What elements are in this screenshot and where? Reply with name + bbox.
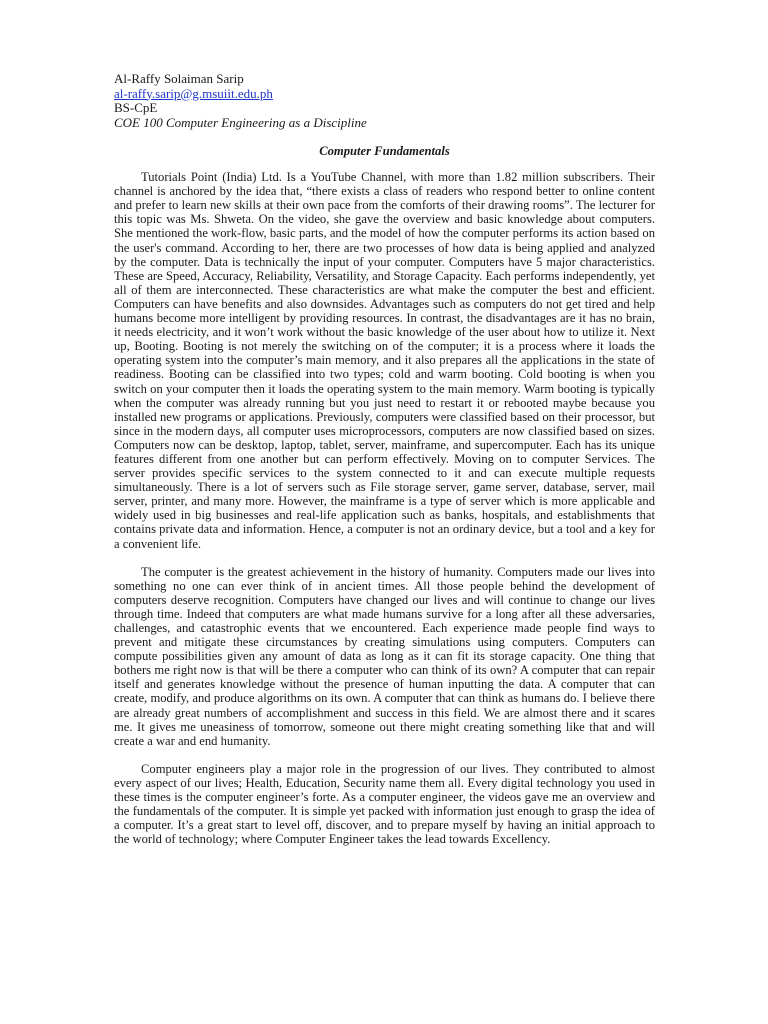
author-name: Al-Raffy Solaiman Sarip — [114, 71, 244, 86]
author-email-link[interactable]: al-raffy.sarip@g.msuiit.edu.ph — [114, 85, 273, 101]
program-label: BS-CpE — [114, 100, 158, 115]
document-title: Computer Fundamentals — [319, 144, 450, 158]
paragraph-2: The computer is the greatest achievement in the history of humanity. Computers made our lives into something no one can ever think of in ancient times. All those people behind the development of computers deserve recognition. Computers have changed our lives and will continue to change our lives through time. Indeed that computers are what made humans survive for a long after all these adversaries, challenges, and catastrophic events that we encountered. Each experience made people find ways to prevent and mitigate these circumstances by creating simulations using computers. Computers can compute possibilities given any amount of data as long as it can fit its storage capacity. One thing that bothers me right now is that will be there a computer who can think of its own? A computer that can repair itself and generates knowledge without the presence of human inputting the data. A computer that can create, modify, and produce algorithms on its own. A computer that can think as humans do. I believe there are already great numbers of accomplishment and success in this field. We are almost there and it scares me. It gives me uneasiness of tomorrow, someone out there might creating something like that and will create a war and end humanity. — [114, 564, 655, 748]
course-title: COE 100 Computer Engineering as a Discipline — [114, 114, 367, 130]
paragraph-1: Tutorials Point (India) Ltd. Is a YouTube Channel, with more than 1.82 million subscribers. Their channel is anchored by the idea that, “there exists a class of readers who respond better to online content and prefer to learn new skills at their own pace from the comforts of their drawing rooms”. The lecturer for this topic was Ms. Shweta. On the video, she gave the overview and basic knowledge about computers. She mentioned the work-flow, basic parts, and the model of how the computer performs its action based on the user's command. According to her, there are two processes of how data is being applied and analyzed by the computer. Data is technically the input of your computer. Computers have 5 major characteristics. These are Speed, Accuracy, Reliability, Versatility, and Storage Capacity. Each performs independently, yet all of them are interconnected. These characteristics are what make the computer the best and efficient. Computers can have benefits and also downsides. Advantages such as computers do not get tired and help humans become more intelligent by providing resources. In contrast, the disadvantages are it has no brain, it needs electricity, and it won’t work without the basic knowledge of the user about how to utilize it. Next up, Booting. Booting is not merely the switching on of the computer; it is a process where it loads the operating system into the computer’s main memory, and it also prepares all the applications in the state of readiness. Booting can be classified into two types; cold and warm booting. Cold booting is when you switch on your computer then it loads the operating system to the main memory. Warm booting is typically when the computer was already running but you just need to restart it or rebooted maybe because you installed new programs or applications. Previously, computers were classified based on their processor, but since in the modern days, all computer uses microprocessors, computers are now classified based on sizes. Computers now can be desktop, laptop, tablet, server, mainframe, and supercomputer. Each has its unique features different from one another but can perform effectively. Moving on to computer Services. The server provides specific services to the system connected to it and can execute multiple requests simultaneously. There is a lot of servers such as File storage server, game server, database, server, mail server, printer, and many more. However, the mainframe is a type of server which is more applicable and widely used in big businesses and real-life application such as banks, hospitals, and establishments that contains private data and information. Hence, a computer is not an ordinary device, but a tool and a key for a convenient life. — [114, 170, 655, 551]
paragraph-3: Computer engineers play a major role in the progression of our lives. They contributed to almost every aspect of our lives; Health, Education, Security name them all. Every digital technology you used in these times is the computer engineer’s forte. As a computer engineer, the videos gave me an overview and the fundamentals of the computer. It is simple yet packed with information just enough to grasp the idea of a computer. It’s a great start to level off, discover, and to prepare myself by having an initial approach to the world of technology; where Computer Engineer takes the lead towards Excellency. — [114, 761, 655, 847]
document-body — [114, 72, 655, 860]
